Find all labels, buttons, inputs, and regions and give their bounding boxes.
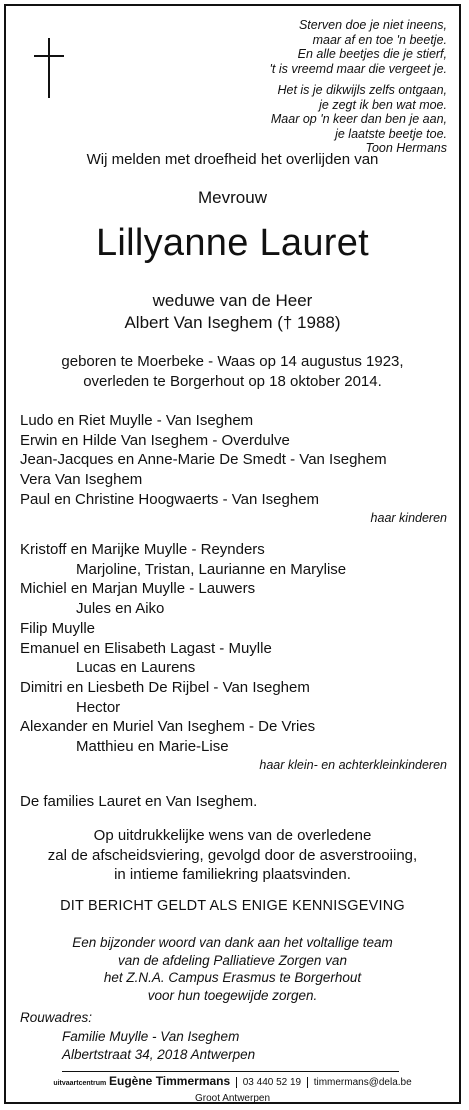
cross-icon: [34, 38, 64, 98]
mourning-address: Rouwadres: Familie Muylle - Van Iseghem Albertstraat 34, 2018 Antwerpen: [20, 1010, 256, 1062]
children-role: haar kinderen: [370, 510, 447, 525]
footer-email: timmermans@dela.be: [313, 1077, 412, 1088]
list-item: Michiel en Marjan Muylle - Lauwers: [20, 580, 256, 598]
widow-of: weduwe van de Heer Albert Van Iseghem († 1988): [124, 291, 341, 332]
notice-line: DIT BERICHT GELDT ALS ENIGE KENNISGEVING: [60, 898, 405, 914]
list-item: Matthieu en Marie-Lise: [76, 738, 229, 756]
thanks-text: Een bijzonder woord van dank aan het voltallige team van de afdeling Palliatieve Zorgen van het Z.N.A. Campus Erasmus te Borgerhout voor hun toegewijde zorgen.: [72, 935, 393, 1003]
list-item: Jean-Jacques en Anne-Marie De Smedt - Van Iseghem: [20, 451, 387, 469]
list-item: Jules en Aiko: [76, 600, 165, 618]
grandchildren-list: [20, 540, 447, 774]
grandchildren-role: haar klein- en achterkleinkinderen: [259, 757, 447, 772]
list-item: Erwin en Hilde Van Iseghem - Overdulve: [20, 431, 290, 449]
separator: [236, 1077, 237, 1088]
deceased-name: Lillyanne Lauret: [95, 222, 370, 264]
list-item: Dimitri en Liesbeth De Rijbel - Van Iseghem: [20, 678, 310, 696]
list-item: Paul en Christine Hoogwaerts - Van Iseghem: [20, 490, 320, 508]
list-item: Filip Muylle: [20, 619, 96, 637]
poem: [147, 18, 447, 163]
list-item: Kristoff en Marijke Muylle - Reynders: [20, 541, 265, 558]
ceremony-wish: Op uitdrukkelijke wens van de overledene zal de afscheidsviering, gevolgd door de asverstrooiing, in intieme familiekring plaatsvinden.: [47, 827, 418, 883]
funeral-home-footer: [6, 1074, 459, 1106]
poem-stanza-1: Sterven doe je niet ineens, maar af en toe 'n beetje. En alle beetjes die je stierf, 't is vreemd maar die vergeet je.: [269, 18, 447, 76]
families-line: De families Lauret en Van Iseghem.: [20, 793, 258, 810]
birth-death-info: [6, 352, 459, 392]
list-item: Alexander en Muriel Van Iseghem - De Vries: [20, 718, 316, 736]
list-item: Ludo en Riet Muylle - Van Iseghem: [20, 412, 254, 429]
list-item: Vera Van Iseghem: [20, 471, 143, 489]
footer-city: Groot Antwerpen: [194, 1093, 271, 1104]
poem-author: Toon Hermans: [365, 141, 447, 155]
list-item: Emanuel en Elisabeth Lagast - Muylle: [20, 639, 272, 657]
address-label: Rouwadres:: [20, 1010, 93, 1025]
title: Mevrouw: [198, 188, 267, 207]
children-list: [20, 411, 447, 527]
birth-line: geboren te Moerbeke - Waas op 14 augustus 1923,: [61, 353, 404, 370]
intro-text: Wij melden met droefheid het overlijden van: [86, 151, 379, 168]
list-item: Marjoline, Tristan, Laurianne en Marylise: [76, 560, 347, 578]
footer-divider: [62, 1071, 399, 1072]
death-notice-card: [4, 4, 461, 1104]
poem-stanza-2: Het is je dikwijls zelfs ontgaan, je zegt ik ben wat moe. Maar op 'n keer dan ben je aan, je laatste beetje toe. Toon Hermans: [147, 83, 447, 156]
list-item: Hector: [76, 698, 121, 716]
footer-phone: 03 440 52 19: [242, 1077, 302, 1088]
list-item: Lucas en Laurens: [76, 659, 196, 677]
separator: [307, 1077, 308, 1088]
footer-prefix: uitvaartcentrum: [53, 1080, 107, 1087]
death-line: overleden te Borgerhout op 18 oktober 2014.: [83, 373, 382, 390]
funeral-home-name: Eugène Timmermans: [109, 1074, 231, 1088]
